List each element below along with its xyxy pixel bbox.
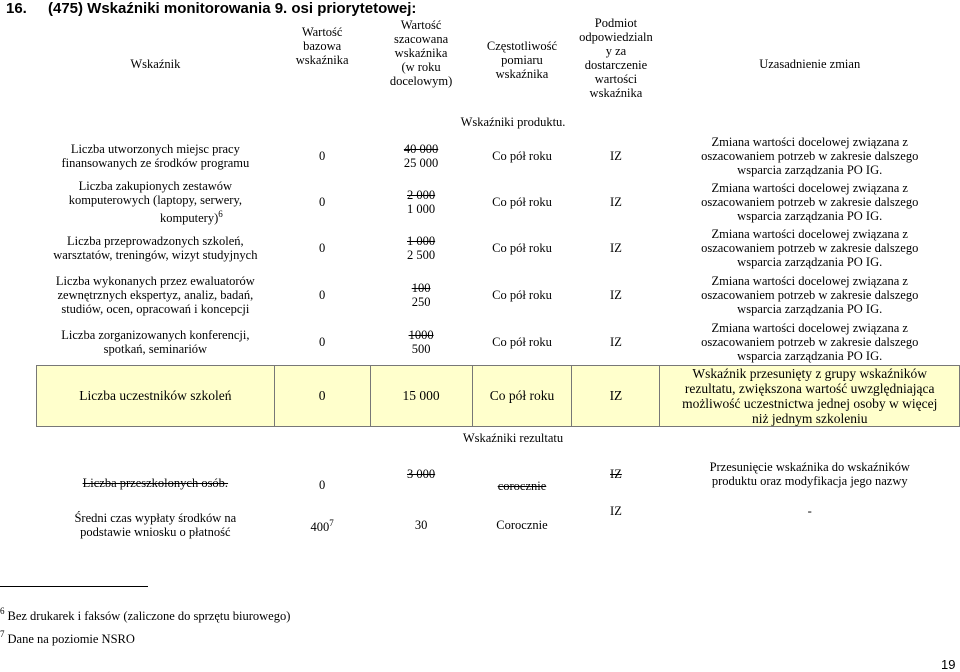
justification: Wskaźnik przesunięty z grupy wskaźników rezultatu, zwiększona wartość uwzględniająca możliwość uczestnictwa jednej osoby w więcej niż jednym szkoleniu — [660, 365, 960, 426]
header-target-value: Wartość szacowana wskaźnika (w roku docelowym) — [389, 18, 453, 88]
justification: Zmiana wartości docelowej związana z oszacowaniem potrzeb w zakresie dalszego wsparcia zarządzania PO IG. — [701, 181, 919, 224]
base-value: 0 — [319, 334, 326, 349]
footnote-6: $^6$ Bez drukarek i faksów (zaliczone do sprzętu biurowego) — [0, 606, 291, 623]
indicator-name: Liczba zorganizowanych konferencji, spotkań, seminariów — [61, 327, 250, 356]
new-target-value: 2 500 — [407, 248, 436, 263]
target-value: 15 000 — [370, 365, 472, 426]
frequency: Co pół roku — [472, 365, 572, 426]
indicator-name: Liczba zakupionych zestawów komputerowych (laptopy, serwery, komputery)$^6$ — [68, 179, 243, 226]
responsible-entity: IZ — [610, 149, 622, 163]
new-target-value: 1 000 — [407, 202, 436, 217]
responsible-entity: IZ — [610, 241, 622, 256]
base-value: 0 — [319, 241, 326, 256]
old-target-value: 40 000 — [403, 142, 439, 156]
table-row — [37, 271, 960, 319]
table-row — [37, 133, 960, 179]
old-target-value: 1 000 — [407, 234, 436, 249]
header-base-value: Wartość bazowa wskaźnika — [295, 25, 349, 67]
table-row — [37, 179, 960, 225]
target-value: 30 — [414, 518, 428, 533]
justification: Przesunięcie wskaźnika do wskaźników produktu oraz modyfikacja jego nazwy — [709, 460, 910, 489]
table-row — [37, 498, 960, 552]
base-value: 0 — [319, 149, 326, 163]
target-value — [370, 133, 472, 179]
responsible-entity: IZ — [610, 504, 622, 519]
indicator-name: Liczba uczestników szkoleń — [37, 365, 275, 426]
justification: Zmiana wartości docelowej związana z oszacowaniem potrzeb w zakresie dalszego wsparcia zarządzania PO IG. — [701, 274, 919, 317]
target-value — [370, 271, 472, 319]
section-heading — [6, 0, 416, 17]
indicators-table — [36, 16, 960, 552]
header-frequency: Częstotliwość pomiaru wskaźnika — [486, 39, 558, 81]
indicator-name: Liczba przeszkolonych osób. — [82, 476, 229, 491]
justification: - — [807, 504, 812, 519]
target-value: 3 000 — [407, 467, 436, 482]
indicator-name: Liczba wykonanych przez ewaluatorów zewnętrznych ekspertyz, analiz, badań, studiów, ocen, opracowań i koncepcji — [55, 274, 255, 317]
frequency: corocznie — [497, 479, 547, 494]
old-target-value: 2 000 — [407, 188, 436, 203]
table-row — [37, 319, 960, 365]
section-product-label: Wskaźniki produktu. — [460, 115, 566, 129]
responsible-entity: IZ — [610, 467, 622, 482]
section-number: 16. — [6, 0, 27, 17]
frequency: Co pół roku — [492, 149, 552, 163]
new-target-value: 25 000 — [403, 156, 439, 170]
target-value — [370, 179, 472, 225]
table-header-row — [37, 16, 960, 111]
base-value: 0 — [319, 288, 326, 303]
frequency: Co pół roku — [492, 195, 552, 210]
indicator-name: Liczba utworzonych miejsc pracy finansowanych ze środków programu — [61, 142, 250, 170]
responsible-entity: IZ — [610, 195, 622, 210]
frequency: Co pół roku — [492, 334, 552, 349]
table-row — [37, 225, 960, 271]
header-indicator: Wskaźnik — [130, 56, 181, 71]
section-result-row — [37, 426, 960, 450]
footnote-ref: 7 — [329, 518, 334, 529]
footnote-separator — [0, 586, 148, 587]
highlighted-row — [37, 365, 960, 426]
base-value: 0 — [319, 478, 326, 493]
justification: Zmiana wartości docelowej związana z oszacowaniem potrzeb w zakresie dalszego wsparcia zarządzania PO IG. — [701, 135, 919, 177]
section-result-label: Wskaźniki rezultatu — [462, 431, 564, 446]
base-value: 0 — [319, 195, 326, 210]
frequency: Co pół roku — [492, 288, 552, 303]
header-justification: Uzasadnienie zmian — [759, 56, 861, 71]
base-value: $400^7$ — [310, 518, 334, 535]
section-title: (475) Wskaźniki monitorowania 9. osi priorytetowej: — [48, 0, 417, 17]
old-target-value: 100 — [411, 281, 431, 296]
section-product-row — [37, 111, 960, 133]
frequency: Co pół roku — [492, 241, 552, 256]
old-target-value: 1000 — [408, 327, 434, 342]
base-value: 0 — [274, 365, 370, 426]
footnote-ref: 6 — [218, 209, 223, 219]
footnote-7: $^7$ Dane na poziomie NSRO — [0, 629, 135, 646]
justification: Zmiana wartości docelowej związana z oszacowaniem potrzeb w zakresie dalszego wsparcia zarządzania PO IG. — [701, 320, 919, 363]
new-target-value: 500 — [411, 341, 431, 356]
new-target-value: 250 — [411, 295, 431, 310]
frequency: Corocznie — [496, 518, 548, 533]
indicator-name: Średni czas wypłaty środków na podstawie wniosku o płatność — [74, 511, 237, 540]
header-responsible-entity: Podmiot odpowiedzialn y za dostarczenie wartości wskaźnika — [579, 16, 653, 100]
indicator-name: Liczba przeprowadzonych szkoleń, warsztatów, treningów, wizyt studyjnych — [53, 234, 258, 263]
responsible-entity: IZ — [610, 288, 622, 303]
justification: Zmiana wartości docelowej związana z oszacowaniem potrzeb w zakresie dalszego wsparcia zarządzania PO IG. — [701, 227, 919, 270]
table-row — [37, 450, 960, 498]
target-value — [370, 319, 472, 365]
responsible-entity: IZ — [572, 365, 660, 426]
target-value — [370, 225, 472, 271]
page-number: 19 — [941, 657, 956, 672]
responsible-entity: IZ — [610, 334, 622, 349]
